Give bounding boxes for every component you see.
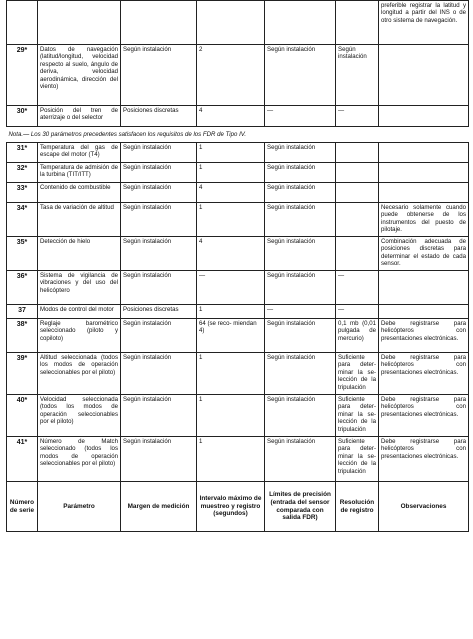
cell-interval: 1 bbox=[197, 353, 265, 395]
cell-param: Temperatura del gas de escape del motor (T4) bbox=[38, 143, 121, 163]
table-row bbox=[7, 163, 469, 183]
cell-param: Tasa de variación de altitud bbox=[38, 203, 121, 237]
cell-num: 34* bbox=[7, 203, 38, 237]
table-row bbox=[7, 237, 469, 271]
cell-accuracy: Según instalación bbox=[265, 163, 336, 183]
cell-resolution: Suficiente para deter- minar la se- lección de la tripulación bbox=[336, 437, 379, 482]
header-param: Parámetro bbox=[38, 482, 121, 532]
cell-num: 29* bbox=[7, 45, 38, 106]
cell-range: Según instalación bbox=[121, 163, 197, 183]
cell-interval: 64 (se reco- miendan 4) bbox=[197, 319, 265, 353]
cell-interval: 1 bbox=[197, 163, 265, 183]
cell-accuracy: — bbox=[265, 106, 336, 127]
cell-resolution bbox=[336, 237, 379, 271]
cell-range: Según instalación bbox=[121, 45, 197, 106]
cell-num bbox=[7, 1, 38, 45]
cell-num: 40* bbox=[7, 395, 38, 437]
cell-interval: 1 bbox=[197, 203, 265, 237]
cell-observations bbox=[379, 143, 469, 163]
table-row bbox=[7, 353, 469, 395]
cell-observations: Debe registrarse para helicópteros con presentaciones electrónicas. bbox=[379, 319, 469, 353]
cell-resolution: 0,1 mb (0,01 pulgada de mercurio) bbox=[336, 319, 379, 353]
cell-resolution bbox=[336, 203, 379, 237]
cell-param: Reglaje barométrico seleccionado (piloto y copiloto) bbox=[38, 319, 121, 353]
cell-interval: 2 bbox=[197, 45, 265, 106]
cell-range: Posiciones discretas bbox=[121, 305, 197, 319]
cell-num: 33* bbox=[7, 183, 38, 203]
table-row bbox=[7, 183, 469, 203]
cell-interval: — bbox=[197, 271, 265, 305]
table-row bbox=[7, 271, 469, 305]
cell-accuracy: Según instalación bbox=[265, 203, 336, 237]
cell-range: Según instalación bbox=[121, 319, 197, 353]
cell-param: Altitud seleccionada (todos los modos de operación seleccionables por el piloto) bbox=[38, 353, 121, 395]
cell-num: 31* bbox=[7, 143, 38, 163]
cell-range: Según instalación bbox=[121, 143, 197, 163]
cell-accuracy: Según instalación bbox=[265, 183, 336, 203]
cell-range: Según instalación bbox=[121, 395, 197, 437]
cell-range: Según instalación bbox=[121, 237, 197, 271]
cell-observations: Debe registrarse para helicópteros con presentaciones electrónicas. bbox=[379, 395, 469, 437]
cell-accuracy bbox=[265, 1, 336, 45]
cell-range: Según instalación bbox=[121, 183, 197, 203]
cell-num: 35* bbox=[7, 237, 38, 271]
cell-observations: Combinación adecuada de posiciones discretas para determinar el estado de cada sensor. bbox=[379, 237, 469, 271]
cell-interval: 1 bbox=[197, 143, 265, 163]
cell-range: Según instalación bbox=[121, 437, 197, 482]
cell-observations: Debe registrarse para helicópteros con presentaciones electrónicas. bbox=[379, 437, 469, 482]
cell-param: Sistema de vigilancia de vibraciones y del uso del helicóptero bbox=[38, 271, 121, 305]
cell-range: Según instalación bbox=[121, 353, 197, 395]
fdr-parameter-table bbox=[6, 0, 469, 532]
cell-num: 32* bbox=[7, 163, 38, 183]
cell-accuracy: Según instalación bbox=[265, 143, 336, 163]
cell-observations bbox=[379, 183, 469, 203]
table-row bbox=[7, 437, 469, 482]
cell-resolution: — bbox=[336, 106, 379, 127]
table-row bbox=[7, 203, 469, 237]
header-resolution: Resolución de registro bbox=[336, 482, 379, 532]
cell-interval: 4 bbox=[197, 183, 265, 203]
header-interval: Intervalo máximo de muestreo y registro (segundos) bbox=[197, 482, 265, 532]
cell-accuracy: Según instalación bbox=[265, 319, 336, 353]
table-row bbox=[7, 143, 469, 163]
cell-accuracy: Según instalación bbox=[265, 353, 336, 395]
cell-resolution: Suficiente para deter- minar la se- lección de la tripulación bbox=[336, 395, 379, 437]
cell-interval bbox=[197, 1, 265, 45]
cell-range: Según instalación bbox=[121, 203, 197, 237]
cell-resolution: — bbox=[336, 271, 379, 305]
cell-num: 41* bbox=[7, 437, 38, 482]
table-row-continuation bbox=[7, 1, 469, 45]
cell-resolution bbox=[336, 1, 379, 45]
table-note-row bbox=[7, 127, 469, 143]
cell-num: 37 bbox=[7, 305, 38, 319]
cell-accuracy: — bbox=[265, 305, 336, 319]
cell-accuracy: Según instalación bbox=[265, 45, 336, 106]
cell-accuracy: Según instalación bbox=[265, 237, 336, 271]
cell-observations: Debe registrarse para helicópteros con presentaciones electrónicas. bbox=[379, 353, 469, 395]
cell-accuracy: Según instalación bbox=[265, 271, 336, 305]
cell-range: Según instalación bbox=[121, 271, 197, 305]
cell-accuracy: Según instalación bbox=[265, 395, 336, 437]
cell-observations bbox=[379, 106, 469, 127]
cell-num: 30* bbox=[7, 106, 38, 127]
cell-interval: 1 bbox=[197, 305, 265, 319]
cell-resolution: — bbox=[336, 305, 379, 319]
table-row bbox=[7, 319, 469, 353]
header-range: Margen de medición bbox=[121, 482, 197, 532]
header-accuracy: Límites de precisión (entrada del sensor comparada con salida FDR) bbox=[265, 482, 336, 532]
cell-interval: 1 bbox=[197, 437, 265, 482]
cell-num: 39* bbox=[7, 353, 38, 395]
cell-resolution bbox=[336, 163, 379, 183]
cell-resolution: Según instalación bbox=[336, 45, 379, 106]
cell-param: Detección de hielo bbox=[38, 237, 121, 271]
document-page bbox=[6, 0, 468, 532]
cell-param: Modos de control del motor bbox=[38, 305, 121, 319]
cell-observations bbox=[379, 163, 469, 183]
cell-param: Datos de navegación (latitud/longitud, velocidad respecto al suelo, ángulo de deriva, velocidad aerodinámica, dirección del viento) bbox=[38, 45, 121, 106]
cell-resolution bbox=[336, 143, 379, 163]
cell-interval: 4 bbox=[197, 237, 265, 271]
cell-param: Temperatura de admisión de la turbina (TIT/ITT) bbox=[38, 163, 121, 183]
cell-observations bbox=[379, 45, 469, 106]
cell-observations: Necesario solamente cuando puede obtenerse de los instrumentos del puesto de pilotaje. bbox=[379, 203, 469, 237]
table-row bbox=[7, 45, 469, 106]
cell-param: Número de Match seleccionado (todos los modos de operación seleccionables por el piloto) bbox=[38, 437, 121, 482]
table-row bbox=[7, 106, 469, 127]
cell-param bbox=[38, 1, 121, 45]
cell-param: Posición del tren de aterrizaje o del selector bbox=[38, 106, 121, 127]
cell-resolution: Suficiente para deter- minar la se- lección de la tripulación bbox=[336, 353, 379, 395]
cell-range: Posiciones discretas bbox=[121, 106, 197, 127]
cell-num: 36* bbox=[7, 271, 38, 305]
cell-observations bbox=[379, 305, 469, 319]
table-body bbox=[7, 1, 469, 532]
cell-accuracy: Según instalación bbox=[265, 437, 336, 482]
cell-range bbox=[121, 1, 197, 45]
cell-observations bbox=[379, 271, 469, 305]
header-num: Número de serie bbox=[7, 482, 38, 532]
cell-interval: 1 bbox=[197, 395, 265, 437]
table-row bbox=[7, 305, 469, 319]
table-row bbox=[7, 395, 469, 437]
cell-interval: 4 bbox=[197, 106, 265, 127]
cell-param: Velocidad seleccionada (todos los modos de operación seleccionables por el piloto) bbox=[38, 395, 121, 437]
cell-observations: preferible registrar la latitud y longitud a partir del INS o de otro sistema de navegación. bbox=[379, 1, 469, 45]
cell-param: Contenido de combustible bbox=[38, 183, 121, 203]
table-note: Nota.— Los 30 parámetros precedentes satisfacen los requisitos de los FDR de Tipo IV. bbox=[7, 127, 469, 143]
cell-num: 38* bbox=[7, 319, 38, 353]
cell-resolution bbox=[336, 183, 379, 203]
table-header-row bbox=[7, 482, 469, 532]
header-observations: Observaciones bbox=[379, 482, 469, 532]
